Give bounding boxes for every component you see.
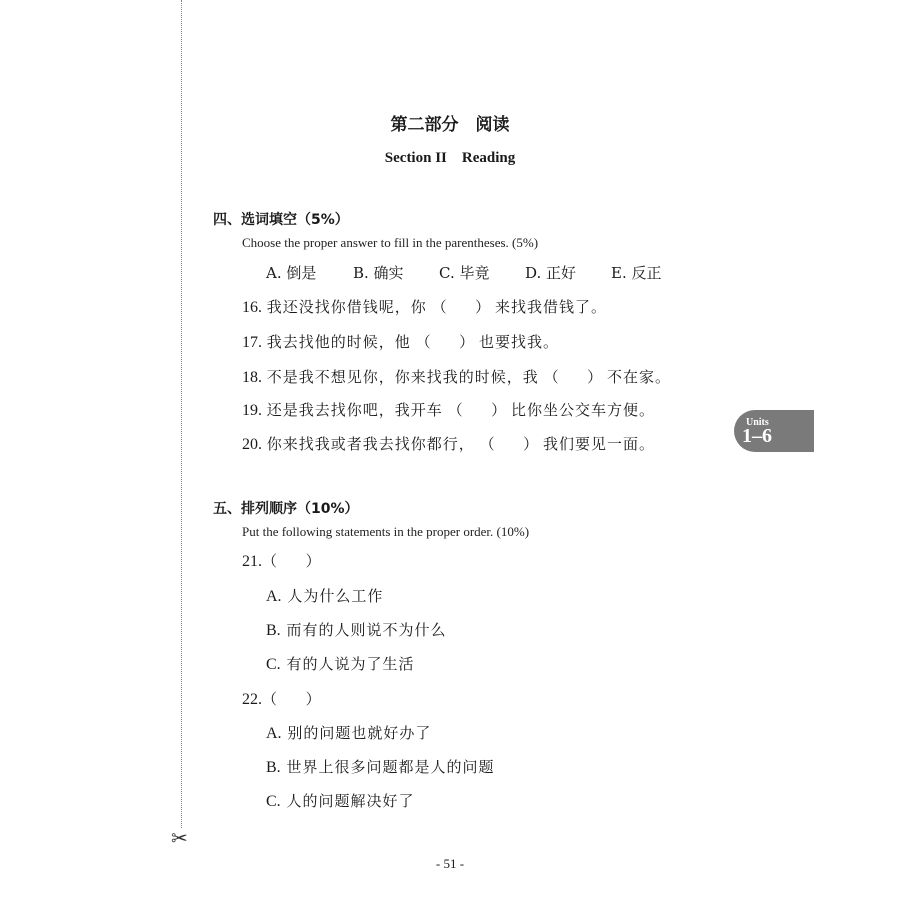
order-item-label: A. bbox=[266, 725, 282, 742]
question-text-after: 也要找我。 bbox=[478, 333, 559, 351]
section4-heading: 四、选词填空（5%） bbox=[213, 212, 349, 228]
question-text-before: 还是我去找你吧，我开车 bbox=[266, 401, 443, 419]
option-e: E. 反正 bbox=[611, 264, 662, 282]
question-16 bbox=[242, 296, 607, 317]
order-item-label: A. bbox=[266, 588, 282, 605]
question-20 bbox=[242, 433, 655, 454]
question-number: 22. bbox=[242, 691, 262, 708]
question-text-before: 我去找他的时候，他 bbox=[266, 333, 411, 351]
question-text-after: 来找我借钱了。 bbox=[494, 298, 607, 316]
page-subtitle: Section II Reading bbox=[384, 150, 516, 166]
question-number: 18. bbox=[242, 369, 262, 386]
order-item bbox=[266, 619, 446, 640]
order-item-label: B. bbox=[266, 759, 281, 776]
units-tab bbox=[734, 410, 814, 452]
order-item-text: 而有的人则说不为什么 bbox=[286, 621, 447, 639]
answer-blank[interactable]: （ ） bbox=[431, 298, 491, 316]
question-number: 16. bbox=[242, 299, 262, 316]
order-item bbox=[266, 585, 383, 606]
question-18 bbox=[242, 366, 671, 387]
option-c: C. 毕竟 bbox=[439, 264, 490, 282]
question-text-before: 你来找我或者我去找你都行， bbox=[266, 435, 475, 453]
page-title: 第二部分 阅读 bbox=[390, 115, 510, 135]
order-item-label: C. bbox=[266, 656, 281, 673]
question-22 bbox=[242, 688, 321, 709]
option-a: A. 倒是 bbox=[266, 264, 317, 282]
question-21 bbox=[242, 550, 321, 571]
order-item bbox=[266, 790, 414, 811]
page-number: - 51 - bbox=[435, 856, 465, 871]
units-tab-range: 1–6 bbox=[742, 425, 772, 447]
answer-blank[interactable]: （ ） bbox=[543, 368, 603, 386]
section4-instruction: Choose the proper answer to fill in the parentheses. (5%) bbox=[242, 235, 539, 250]
question-number: 19. bbox=[242, 402, 262, 419]
order-item bbox=[266, 653, 414, 674]
order-item bbox=[266, 756, 494, 777]
answer-blank[interactable]: （ ） bbox=[479, 435, 539, 453]
answer-blank[interactable]: （ ） bbox=[262, 552, 321, 570]
answer-blank[interactable]: （ ） bbox=[262, 690, 321, 708]
option-b: B. 确实 bbox=[353, 264, 404, 282]
scissors-icon: ✂ bbox=[171, 826, 188, 850]
order-item-text: 人为什么工作 bbox=[287, 587, 384, 605]
answer-blank[interactable]: （ ） bbox=[447, 401, 507, 419]
order-item-text: 别的问题也就好办了 bbox=[287, 724, 432, 742]
units-tab-label: Units bbox=[746, 417, 769, 428]
question-number: 20. bbox=[242, 436, 262, 453]
order-item-text: 有的人说为了生活 bbox=[286, 655, 415, 673]
question-text-after: 比你坐公交车方便。 bbox=[510, 401, 655, 419]
section5-instruction: Put the following statements in the proper order. (10%) bbox=[242, 524, 530, 539]
section5-heading: 五、排列顺序（10%） bbox=[213, 501, 359, 517]
question-number: 21. bbox=[242, 553, 262, 570]
order-item-label: B. bbox=[266, 622, 281, 639]
order-item-text: 世界上很多问题都是人的问题 bbox=[286, 758, 495, 776]
order-item-label: C. bbox=[266, 793, 281, 810]
question-number: 17. bbox=[242, 334, 262, 351]
question-text-before: 我还没找你借钱呢，你 bbox=[266, 298, 427, 316]
question-17 bbox=[242, 331, 559, 352]
question-19 bbox=[242, 399, 655, 420]
answer-blank[interactable]: （ ） bbox=[415, 333, 475, 351]
option-d: D. 正好 bbox=[525, 264, 577, 282]
order-item bbox=[266, 722, 431, 743]
order-item-text: 人的问题解决好了 bbox=[286, 792, 415, 810]
question-text-before: 不是我不想见你，你来找我的时候，我 bbox=[266, 368, 539, 386]
question-text-after: 不在家。 bbox=[606, 368, 671, 386]
question-text-after: 我们要见一面。 bbox=[542, 435, 655, 453]
